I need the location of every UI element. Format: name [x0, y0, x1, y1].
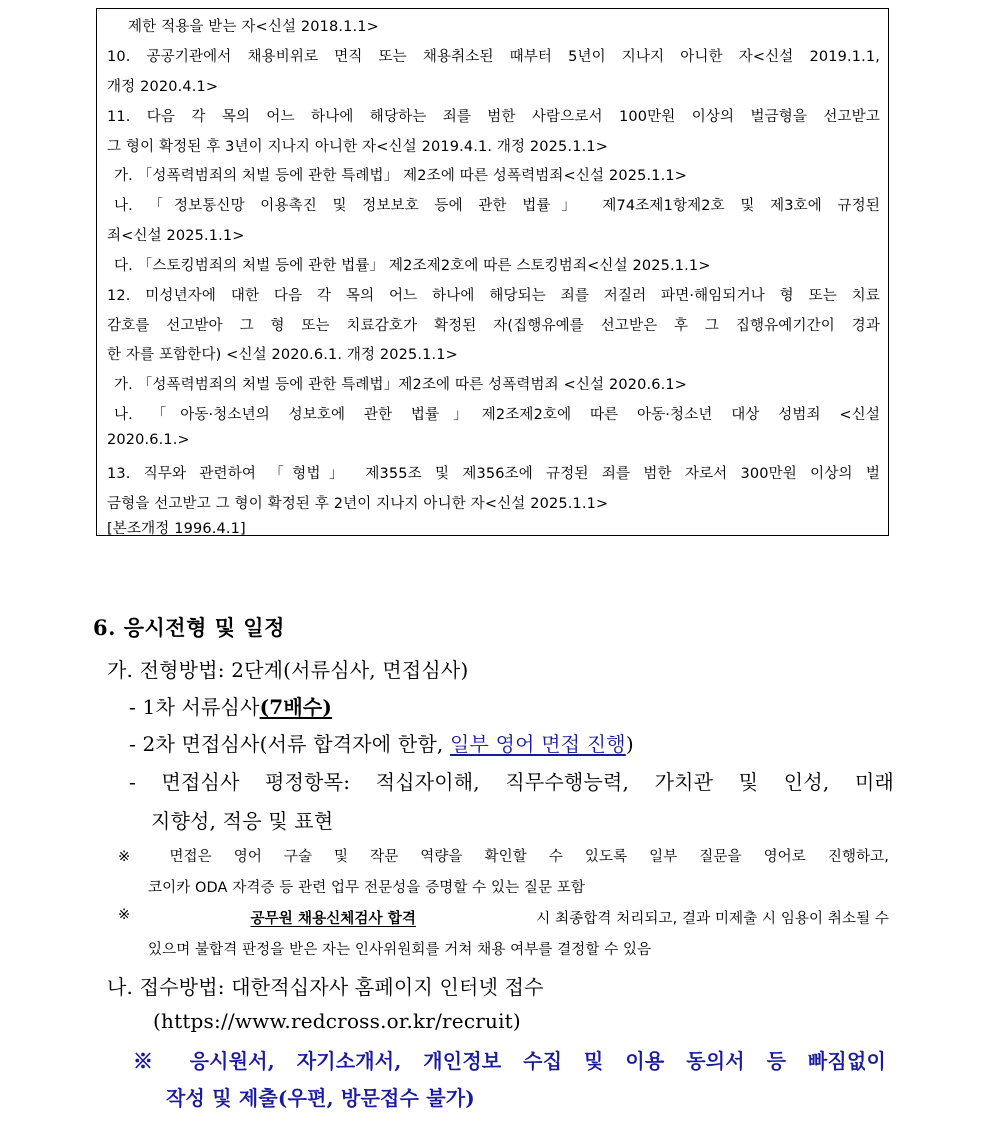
medical-note-rest: 시 최종합격 처리되고, 결과 미제출 시 임용이 취소될 수 — [531, 911, 889, 927]
box-line: 금형을 선고받고 그 형이 확정된 후 2년이 지나지 아니한 자<신설 2025.1.1> — [107, 496, 609, 512]
box-line: 11. 다음 각 목의 어느 하나에 해당하는 죄를 범한 사람으로서 100만원 이상의 벌금형을 선고받고 — [107, 109, 880, 125]
stage-2-english-note: 일부 영어 면접 진행 — [450, 732, 626, 756]
screening-method: 가. 전형방법: 2단계(서류심사, 면접심사) — [107, 658, 469, 682]
box-line: [본조개정 1996.4.1] — [107, 521, 246, 537]
box-line: 한 자를 포함한다) <신설 2020.6.1. 개정 2025.1.1> — [107, 347, 458, 363]
interview-note-line-2: 코이카 ODA 자격증 등 관련 업무 전문성을 증명할 수 있는 질문 포함 — [148, 880, 586, 896]
criteria-line-2: 지향성, 적응 및 표현 — [151, 809, 334, 833]
application-url[interactable]: (https://www.redcross.or.kr/recruit) — [153, 1009, 521, 1033]
application-method: 나. 접수방법: 대한적십자사 홈페이지 인터넷 접수 — [107, 975, 544, 999]
submission-notice-line-2: 작성 및 제출(우편, 방문접수 불가) — [166, 1086, 475, 1110]
medical-exam-requirement: 공무원 채용신체검사 합격 — [250, 911, 416, 927]
stage-1-label: - 1차 서류심사 — [129, 695, 260, 719]
box-line: 다. 「스토킹범죄의 처벌 등에 관한 법률」 제2조제2호에 따른 스토킹범죄<신설 2025.1.1> — [114, 258, 711, 274]
box-line: 감호를 선고받아 그 형 또는 치료감호가 확정된 자(집행유예를 선고받은 후 그 집행유예기간이 경과 — [107, 318, 880, 334]
box-line: 2020.6.1.> — [107, 432, 190, 448]
box-line: 10. 공공기관에서 채용비위로 면직 또는 채용취소된 때부터 5년이 지나지 아니한 자<신설 2019.1.1, — [107, 49, 880, 65]
box-line: 13. 직무와 관련하여 「형법」 제355조 및 제356조에 규정된 죄를 범한 자로서 300만원 이상의 벌 — [107, 466, 880, 482]
disqualification-box — [96, 8, 889, 536]
section-heading: 6. 응시전형 및 일정 — [93, 615, 285, 640]
box-line: 나. 「정보통신망 이용촉진 및 정보보호 등에 관한 법률」 제74조제1항제2호 및 제3호에 규정된 — [114, 198, 880, 214]
stage-2-close: ) — [625, 732, 634, 756]
interview-note-line-1: ※ 면접은 영어 구술 및 작문 역량을 확인할 수 있도록 일부 질문을 영어로 진행하고, — [118, 849, 889, 865]
box-line: 12. 미성년자에 대한 다음 각 목의 어느 하나에 해당되는 죄를 저질러 파면·해임되거나 형 또는 치료 — [107, 288, 880, 304]
medical-note-line-1 — [118, 907, 889, 928]
box-line: 죄<신설 2025.1.1> — [107, 228, 245, 244]
medical-note-mark: ※ — [118, 907, 135, 923]
box-line: 제한 적용을 받는 자<신설 2018.1.1> — [128, 19, 379, 35]
stage-2-label: - 2차 면접심사(서류 합격자에 한함, — [129, 732, 450, 756]
stage-1-line — [129, 691, 332, 720]
submission-notice-line-1: ※ 응시원서, 자기소개서, 개인정보 수집 및 이용 동의서 등 빠짐없이 — [133, 1049, 886, 1073]
stage-1-multiplier: (7배수) — [259, 695, 333, 719]
medical-note-line-2: 있으며 불합격 판정을 받은 자는 인사위원회를 거쳐 채용 여부를 결정할 수 있음 — [148, 942, 652, 958]
box-line: 가. 「성폭력범죄의 처벌 등에 관한 특례법」제2조에 따른 성폭력범죄 <신설 2020.6.1> — [114, 377, 688, 393]
stage-2-line — [129, 728, 634, 757]
box-line: 나. 「아동·청소년의 성보호에 관한 법률」제2조제2호에 따른 아동·청소년 대상 성범죄 <신설 — [114, 407, 880, 423]
criteria-line-1: - 면접심사 평정항목: 적십자이해, 직무수행능력, 가치관 및 인성, 미래 — [129, 770, 894, 794]
box-line: 가. 「성폭력범죄의 처벌 등에 관한 특례법」 제2조에 따른 성폭력범죄<신설 2025.1.1> — [114, 168, 688, 184]
box-line: 개정 2020.4.1> — [107, 79, 219, 95]
box-line: 그 형이 확정된 후 3년이 지나지 아니한 자<신설 2019.4.1. 개정 2025.1.1> — [107, 139, 609, 155]
